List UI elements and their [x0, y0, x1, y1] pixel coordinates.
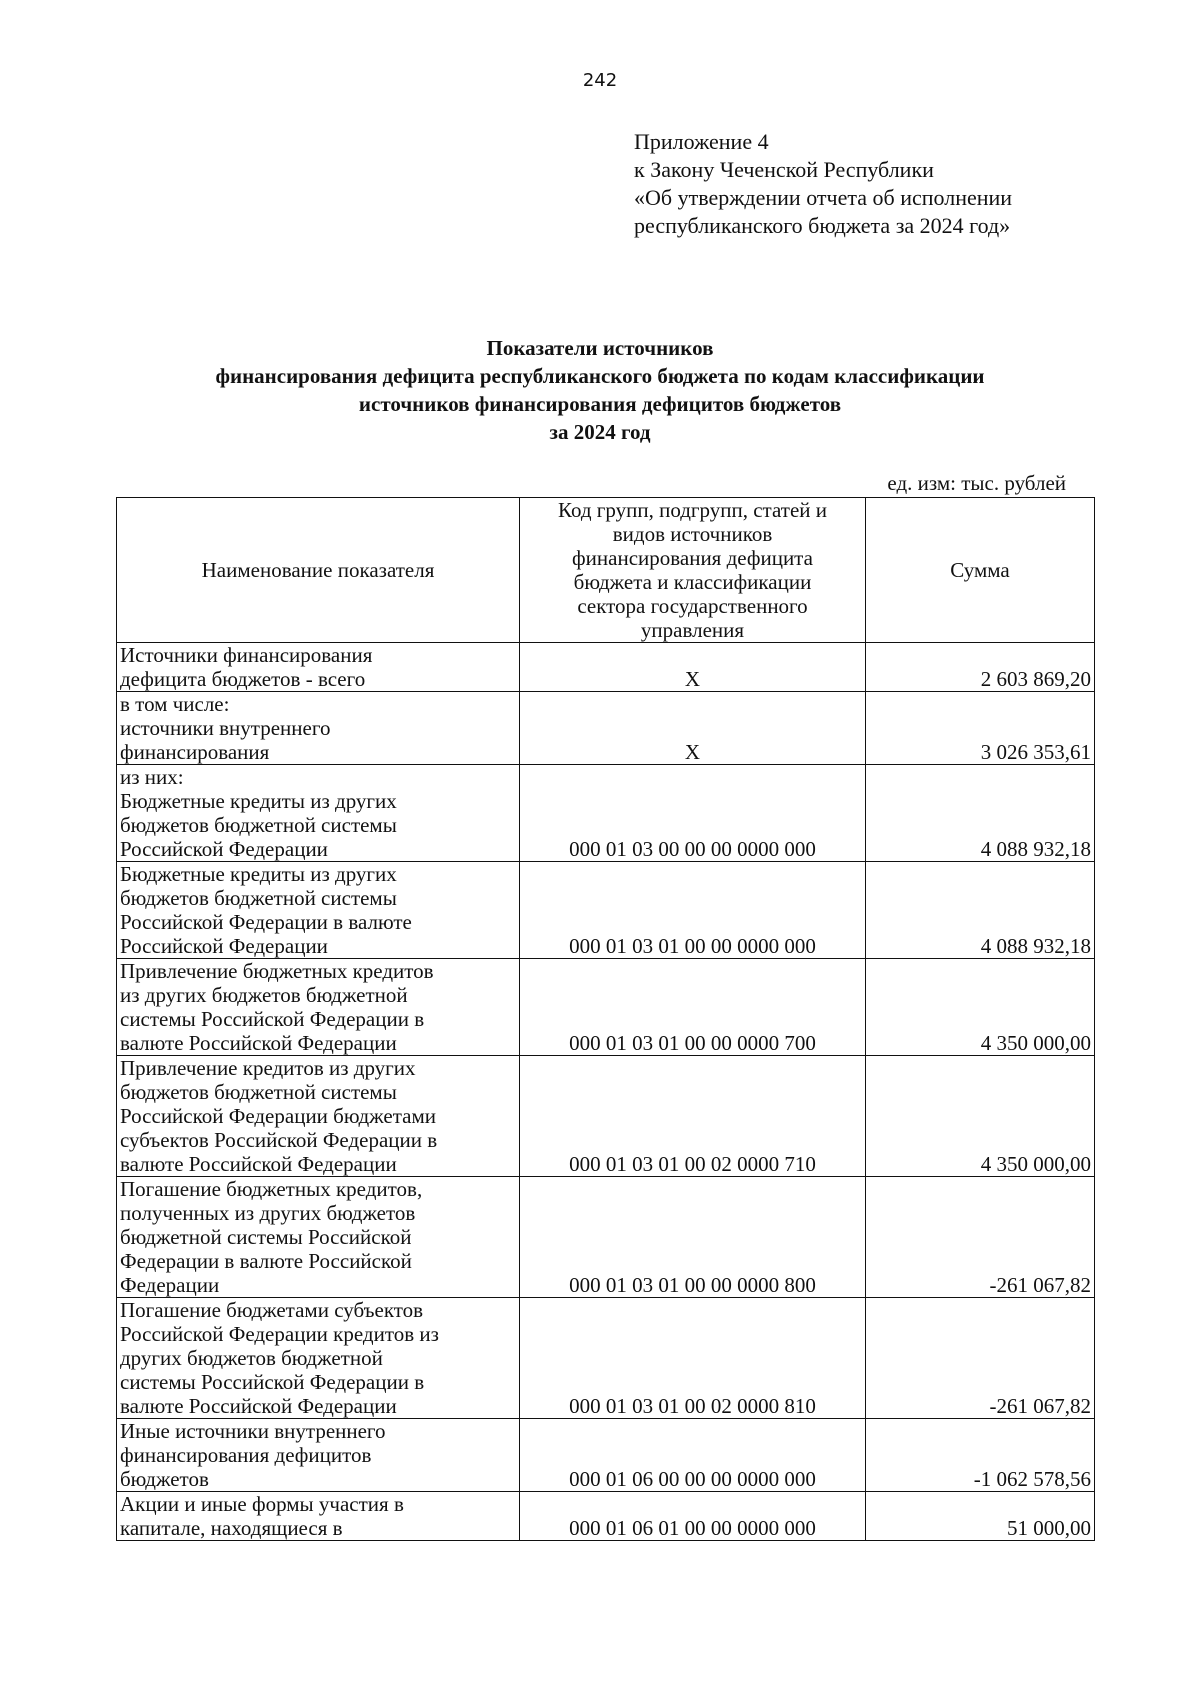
row-name: Привлечение кредитов из других бюджетов бюджетной системы Российской Федерации бюджетами субъектов Российской Федерации в валюте Российской Федерации [117, 1056, 520, 1177]
row-name: Иные источники внутреннего финансирования дефицитов бюджетов [117, 1419, 520, 1492]
row-sum: 3 026 353,61 [866, 692, 1095, 765]
row-name: Привлечение бюджетных кредитов из других бюджетов бюджетной системы Российской Федерации в валюте Российской Федерации [117, 959, 520, 1056]
row-sum: 2 603 869,20 [866, 643, 1095, 692]
appendix-line: республиканского бюджета за 2024 год» [634, 213, 1011, 238]
header-code: Код групп, подгрупп, статей и видов источников финансирования дефицита бюджета и классификации сектора государственного управления [520, 498, 866, 643]
header-name: Наименование показателя [117, 498, 520, 643]
row-code: 000 01 03 00 00 00 0000 000 [520, 765, 866, 862]
row-sum: 51 000,00 [866, 1492, 1095, 1541]
table-row [117, 643, 1095, 692]
report-table [116, 497, 1095, 1541]
row-sum: -261 067,82 [866, 1177, 1095, 1298]
table-row [117, 1419, 1095, 1492]
row-code: 000 01 03 01 00 02 0000 710 [520, 1056, 866, 1177]
row-name: Бюджетные кредиты из других бюджетов бюджетной системы Российской Федерации в валюте Российской Федерации [117, 862, 520, 959]
table-row [117, 1056, 1095, 1177]
table-row [117, 959, 1095, 1056]
title-line: Показатели источников [486, 336, 714, 360]
document-title [0, 334, 1200, 446]
row-code: 000 01 03 01 00 00 0000 800 [520, 1177, 866, 1298]
row-code: 000 01 06 00 00 00 0000 000 [520, 1419, 866, 1492]
row-name: Погашение бюджетных кредитов, полученных из других бюджетов бюджетной системы Российской Федерации в валюте Российской Федерации [117, 1177, 520, 1298]
appendix-line: «Об утверждении отчета об исполнении [634, 185, 1013, 210]
header-sum: Сумма [866, 498, 1095, 643]
appendix-line: к Закону Чеченской Республики [634, 157, 934, 182]
table-body [117, 643, 1095, 1541]
unit-label: ед. изм: тыс. рублей [887, 471, 1066, 495]
row-name: Источники финансирования дефицита бюджетов - всего [117, 643, 520, 692]
row-sum: -261 067,82 [866, 1298, 1095, 1419]
row-code: 000 01 03 01 00 00 0000 000 [520, 862, 866, 959]
table-row [117, 862, 1095, 959]
row-name: из них: Бюджетные кредиты из других бюджетов бюджетной системы Российской Федерации [117, 765, 520, 862]
row-sum: 4 350 000,00 [866, 1056, 1095, 1177]
table-header-row [117, 498, 1095, 643]
row-sum: -1 062 578,56 [866, 1419, 1095, 1492]
row-code: 000 01 06 01 00 00 0000 000 [520, 1492, 866, 1541]
row-code: X [520, 692, 866, 765]
table-row [117, 1177, 1095, 1298]
row-code: X [520, 643, 866, 692]
table-row [117, 765, 1095, 862]
title-line: за 2024 год [549, 420, 651, 444]
title-line: источников финансирования дефицитов бюджетов [358, 392, 842, 416]
title-line: финансирования дефицита республиканского бюджета по кодам классификации [215, 364, 985, 388]
row-sum: 4 088 932,18 [866, 765, 1095, 862]
appendix-line: Приложение 4 [634, 129, 769, 154]
row-name: Акции и иные формы участия в капитале, находящиеся в [117, 1492, 520, 1541]
row-sum: 4 088 932,18 [866, 862, 1095, 959]
row-code: 000 01 03 01 00 02 0000 810 [520, 1298, 866, 1419]
row-code: 000 01 03 01 00 00 0000 700 [520, 959, 866, 1056]
appendix-note [634, 128, 1154, 240]
table-row [117, 1298, 1095, 1419]
table-row [117, 1492, 1095, 1541]
table-row [117, 692, 1095, 765]
row-name: Погашение бюджетами субъектов Российской Федерации кредитов из других бюджетов бюджетной системы Российской Федерации в валюте Российской Федерации [117, 1298, 520, 1419]
row-sum: 4 350 000,00 [866, 959, 1095, 1056]
page-number: 242 [582, 70, 618, 91]
row-name: в том числе: источники внутреннего финансирования [117, 692, 520, 765]
